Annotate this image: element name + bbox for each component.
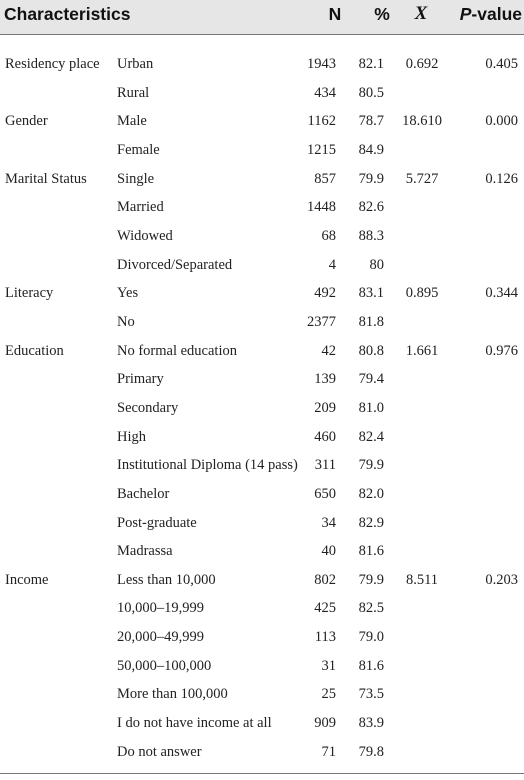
table-row [0,480,524,509]
header-rule [0,34,524,35]
table-row [0,107,524,136]
n-cell: 802 [314,571,336,588]
n-cell: 2377 [307,313,336,330]
percent-cell: 82.0 [358,485,384,502]
p-value-cell: 0.976 [485,342,518,359]
table-row [0,79,524,108]
category-cell: Post-graduate [117,514,197,531]
table-row [0,308,524,337]
table-row [0,451,524,480]
table-header [0,0,524,34]
percent-cell: 83.1 [358,285,384,302]
n-cell: 434 [314,84,336,101]
category-cell: Widowed [117,227,173,244]
percent-cell: 79.4 [358,371,384,388]
category-cell: Madrassa [117,543,173,560]
category-cell: 10,000–19,999 [117,600,204,617]
n-cell: 1448 [307,199,336,216]
n-cell: 1943 [307,56,336,72]
category-cell: Single [117,170,155,187]
category-cell: More than 100,000 [117,686,228,703]
category-cell: Primary [117,371,164,388]
n-cell: 25 [321,686,336,703]
table-row [0,509,524,538]
percent-cell: 79.8 [358,743,384,760]
x-cell: 0.692 [405,56,439,72]
category-cell: Do not answer [117,743,202,760]
group-cell: Education [5,342,64,359]
bottom-rule [0,773,524,774]
category-cell: No formal education [117,342,237,359]
n-cell: 209 [314,399,336,416]
percent-cell: 83.9 [358,715,384,732]
table-row [0,423,524,452]
header-p-letter: P [459,4,472,24]
percent-cell: 82.5 [358,600,384,617]
n-cell: 139 [314,371,336,388]
percent-cell: 78.7 [358,113,384,130]
category-cell: Urban [117,56,154,72]
percent-cell: 82.9 [358,514,384,531]
percent-cell: 79.9 [358,170,384,187]
n-cell: 4 [328,256,336,273]
category-cell: Married [117,199,164,216]
percent-cell: 79.9 [358,571,384,588]
percent-cell: 82.6 [358,199,384,216]
table-row [0,50,524,79]
percent-cell: 82.1 [358,56,384,72]
category-cell: Institutional Diploma (14 pass) [117,457,298,474]
category-cell: Rural [117,84,150,101]
n-cell: 40 [321,543,336,560]
header-characteristics: Characteristics [4,4,131,24]
p-value-cell: 0.344 [485,285,518,302]
category-cell: High [117,428,146,445]
n-cell: 1215 [307,141,336,158]
n-cell: 650 [314,485,336,502]
group-cell: Gender [5,113,48,130]
n-cell: 492 [314,285,336,302]
table-row [0,165,524,194]
group-cell: Residency place [5,56,100,72]
category-cell: No [117,313,135,330]
category-cell: Less than 10,000 [117,571,216,588]
n-cell: 1162 [307,113,336,130]
n-cell: 71 [321,743,336,760]
table-row [0,680,524,709]
table-row [0,623,524,652]
p-value-cell: 0.405 [485,56,518,72]
percent-cell: 79.0 [358,629,384,646]
category-cell: Female [117,141,160,158]
table-row [0,537,524,566]
table-body [0,50,524,766]
percent-cell: 80.8 [358,342,384,359]
category-cell: Bachelor [117,485,170,502]
table-row [0,566,524,595]
table-row [0,594,524,623]
percent-cell: 81.6 [358,657,384,674]
table-row [0,738,524,767]
percent-cell: 84.9 [358,141,384,158]
p-value-cell: 0.203 [485,571,518,588]
x-cell: 1.661 [405,342,439,359]
n-cell: 460 [314,428,336,445]
category-cell: Yes [117,285,139,302]
percent-cell: 80.5 [358,84,384,101]
table-row [0,365,524,394]
x-cell: 8.511 [405,571,439,588]
p-value-cell: 0.000 [485,113,518,130]
x-cell: 5.727 [405,170,439,187]
percent-cell: 80 [369,256,384,273]
table-row [0,251,524,280]
n-cell: 34 [321,514,336,531]
table-row [0,136,524,165]
group-cell: Literacy [5,285,54,302]
category-cell: Secondary [117,399,179,416]
n-cell: 857 [314,170,336,187]
table-row [0,193,524,222]
percent-cell: 79.9 [358,457,384,474]
group-cell: Marital Status [5,170,87,187]
percent-cell: 82.4 [358,428,384,445]
x-cell: 18.610 [402,113,442,130]
category-cell: Divorced/Separated [117,256,233,273]
header-x: X [414,3,428,24]
category-cell: 20,000–49,999 [117,629,204,646]
header-n: N [328,4,342,24]
table-row [0,394,524,423]
percent-cell: 81.6 [358,543,384,560]
x-cell: 0.895 [405,285,439,302]
n-cell: 425 [314,600,336,617]
n-cell: 68 [321,227,336,244]
table-row [0,279,524,308]
header-p-value [450,2,522,26]
n-cell: 909 [314,715,336,732]
header-p-suffix: -value [471,4,522,24]
category-cell: I do not have income at all [117,715,272,732]
group-cell: Income [5,571,49,588]
table-row [0,222,524,251]
header-percent: % [374,4,390,24]
category-cell: 50,000–100,000 [117,657,212,674]
table-row [0,709,524,738]
table-row [0,337,524,366]
n-cell: 113 [314,629,336,646]
percent-cell: 81.0 [358,399,384,416]
percent-cell: 88.3 [358,227,384,244]
category-cell: Male [117,113,147,130]
p-value-cell: 0.126 [485,170,518,187]
n-cell: 311 [314,457,336,474]
n-cell: 42 [321,342,336,359]
n-cell: 31 [321,657,336,674]
percent-cell: 81.8 [358,313,384,330]
percent-cell: 73.5 [358,686,384,703]
table-row [0,652,524,681]
